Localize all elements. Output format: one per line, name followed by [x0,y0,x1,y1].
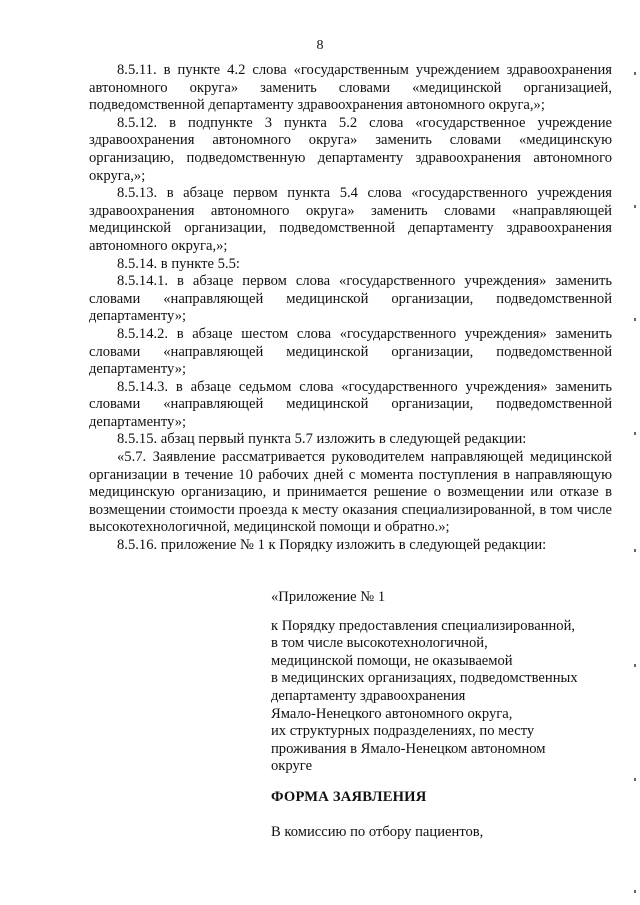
appendix-title: «Приложение № 1 [271,589,386,605]
paragraph-8-5-14: 8.5.14. в пункте 5.5: [117,255,240,272]
form-title: ФОРМА ЗАЯВЛЕНИЯ [271,789,427,805]
appendix-line: в медицинских организациях, подведомственных [271,670,578,687]
amendments-text [89,62,612,555]
scan-edge-mark [634,890,636,893]
appendix-line: Ямало-Ненецкого автономного округа, [271,705,513,722]
commission-line: В комиссию по отбору пациентов, [271,824,484,840]
paragraph-8-5-16: 8.5.16. приложение № 1 к Порядку изложить в следующей редакции: [117,537,547,554]
appendix-line: проживания в Ямало-Ненецком автономном [271,740,546,757]
appendix-header [271,589,611,776]
page-number: 8 [316,38,324,53]
appendix-line: медицинской помощи, не оказываемой [271,652,513,669]
appendix-line: департаменту здравоохранения [271,687,466,704]
paragraph-5-7-text: «5.7. Заявление рассматривается руководителем направляющей медицинской организации в течение 10 рабочих дней с момента поступления в направляющую медицинскую организацию, и принимается решение о возмещении или отказе в возмещении стоимости проезда к месту оказания специализированной, в том числе высокотехнологичной, медицинской помощи и обратно.»; [89,449,612,536]
paragraph-8-5-15: 8.5.15. абзац первый пункта 5.7 изложить в следующей редакции: [117,431,527,448]
paragraph-8-5-14-2: 8.5.14.2. в абзаце шестом слова «государственного учреждения» заменить словами «направляющей медицинской организации, подведомственной департаменту»; [89,325,612,378]
scan-edge-mark [634,72,636,75]
scan-edge-mark [634,432,636,435]
appendix-line: их структурных подразделениях, по месту [271,723,535,740]
scan-edge-mark [634,205,636,208]
paragraph-8-5-14-3: 8.5.14.3. в абзаце седьмом слова «государственного учреждения» заменить словами «направляющей медицинской организации, подведомственной департаменту»; [89,378,612,430]
paragraph-8-5-14-1: 8.5.14.1. в абзаце первом слова «государственного учреждения» заменить словами «направляющей медицинской организации, подведомственной департаменту»; [89,273,612,325]
appendix-line: округе [271,758,313,775]
paragraph-8-5-13: 8.5.13. в абзаце первом пункта 5.4 слова «государственного учреждения здравоохранения автономного округа» заменить словами «направляющей медицинской организации, подведомственной департаменту здравоохранения автономного округа,»; [89,185,612,254]
appendix-line: в том числе высокотехнологичной, [271,635,488,652]
appendix-line: к Порядку предоставления специализированной, [271,617,576,634]
scan-edge-mark [634,778,636,781]
paragraph-8-5-12: 8.5.12. в подпункте 3 пункта 5.2 слова «государственное учреждение здравоохранения автономного округа» заменить словами «медицинскую организацию, подведомственную департаменту здравоохранения автономного округа,»; [89,114,612,184]
scan-edge-mark [634,549,636,552]
scan-edge-mark [634,664,636,667]
scan-edge-mark [634,318,636,321]
paragraph-8-5-11: 8.5.11. в пункте 4.2 слова «государственным учреждением здравоохранения автономного округа» заменить словами «медицинской организацией, подведомственной департаменту здравоохранения автономного округа,»; [89,62,612,114]
